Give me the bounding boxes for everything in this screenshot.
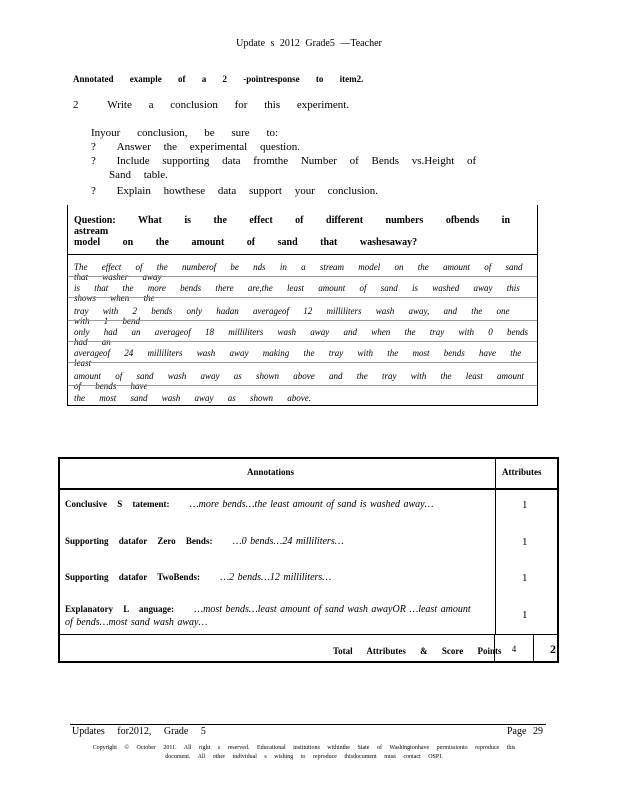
copyright-notice	[84, 744, 524, 762]
instruction-bullet	[91, 155, 476, 167]
annotation-quote: …most bends…least amount of sand wash awayOR …least amount	[194, 604, 471, 615]
bullet-text: Answer the experimental question.	[116, 141, 300, 153]
copyright-line: Copyright © October 2011. All right s reserved. Educational institutions withinthe State of Washingtonhave permissionto reproduce this	[92, 745, 516, 751]
ruled-line	[68, 320, 537, 321]
score-points-box: 2	[533, 634, 572, 661]
ruled-line	[68, 385, 537, 386]
table-header-divider	[60, 488, 557, 490]
annotation-label: Conclusive S tatement:	[65, 499, 170, 509]
ruled-line	[68, 297, 537, 298]
bullet-mark: ?	[91, 155, 96, 167]
bullet-text: Explain howthese data support your conclusion.	[116, 185, 379, 197]
page-header: Update s 2012 Grade5 —Teacher	[236, 38, 382, 49]
ruled-line	[68, 276, 537, 277]
instruction-bullet	[91, 185, 378, 197]
instructions-intro: Inyour conclusion, be sure to:	[91, 127, 279, 139]
annotation-quote: …more bends…the least amount of sand is washed away…	[189, 499, 434, 510]
response-question-line: Question: What is the effect of different numbers ofbends in astream	[74, 215, 511, 237]
annotation-quote: …0 bends…24 milliliters…	[232, 536, 344, 547]
footer-divider	[70, 724, 546, 725]
bullet-text: Include supporting data fromthe Number of Bends vs.Height of	[116, 155, 477, 167]
copyright-line: document. All other individual s wishing to reproduce thisdocument must contact OSPI.	[165, 754, 443, 760]
instruction-bullet-continuation: Sand table.	[109, 169, 168, 181]
annotation-label: Supporting datafor TwoBends:	[65, 572, 201, 582]
response-line: the most sand wash away as shown above.	[74, 393, 311, 403]
attribute-value: 1	[522, 609, 528, 621]
attribute-value: 1	[522, 499, 528, 511]
response-line: averageof 24 milliliters wash away making the tray with the most bends have the least	[74, 348, 522, 368]
response-line: is that the more bends there are,the least amount of sand is washed away this shows when the	[74, 283, 520, 303]
attributes-header: Attributes	[502, 467, 542, 477]
question-text: Write a conclusion for this experiment.	[107, 99, 350, 111]
instruction-bullet	[91, 141, 300, 153]
annotation-label: Supporting datafor Zero Bends:	[65, 536, 213, 546]
annotation-quote: …2 bends…12 milliliters…	[220, 572, 332, 583]
annotation-row	[65, 536, 344, 547]
response-line: only had an averageof 18 milliliters wash away and when the tray with 0 bends had an	[74, 327, 528, 347]
page-number: Page 29	[507, 726, 543, 737]
response-line: amount of sand wash away as shown above and the tray with the least amount of bends have	[74, 371, 524, 391]
attribute-value: 1	[522, 572, 528, 584]
response-line: tray with 2 bends only hadan averageof 12 milliliters wash away, and the one with 1 bend	[74, 306, 510, 326]
column-divider	[495, 459, 496, 634]
response-line: The effect of the numberof be nds in a stream model on the amount of sand that washer away	[74, 262, 523, 282]
bullet-mark: ?	[91, 141, 96, 153]
attribute-value: 1	[522, 536, 528, 548]
ruled-line	[68, 341, 537, 342]
student-response-box	[67, 205, 538, 406]
response-divider	[68, 254, 537, 255]
bullet-mark: ?	[91, 185, 96, 197]
footer-left: Updates for2012, Grade 5	[72, 726, 206, 737]
question-2	[73, 99, 349, 111]
total-attributes-box: 4	[494, 634, 533, 661]
annotation-quote-continuation: of bends…most sand wash away…	[65, 617, 208, 628]
annotation-row	[65, 499, 434, 510]
annotation-row	[65, 604, 471, 615]
ruled-line	[68, 362, 537, 363]
annotated-example-title: Annotated example of a 2 -pointresponse to item2.	[73, 74, 364, 84]
response-question-line: model on the amount of sand that washesaway?	[74, 237, 418, 248]
annotation-row	[65, 572, 331, 583]
annotation-label: Explanatory L anguage:	[65, 604, 175, 614]
annotations-header: Annotations	[247, 467, 295, 477]
annotations-table	[58, 457, 559, 663]
total-label: Total Attributes & Score Points	[333, 646, 502, 656]
question-number: 2	[73, 99, 79, 111]
total-divider	[60, 634, 557, 635]
